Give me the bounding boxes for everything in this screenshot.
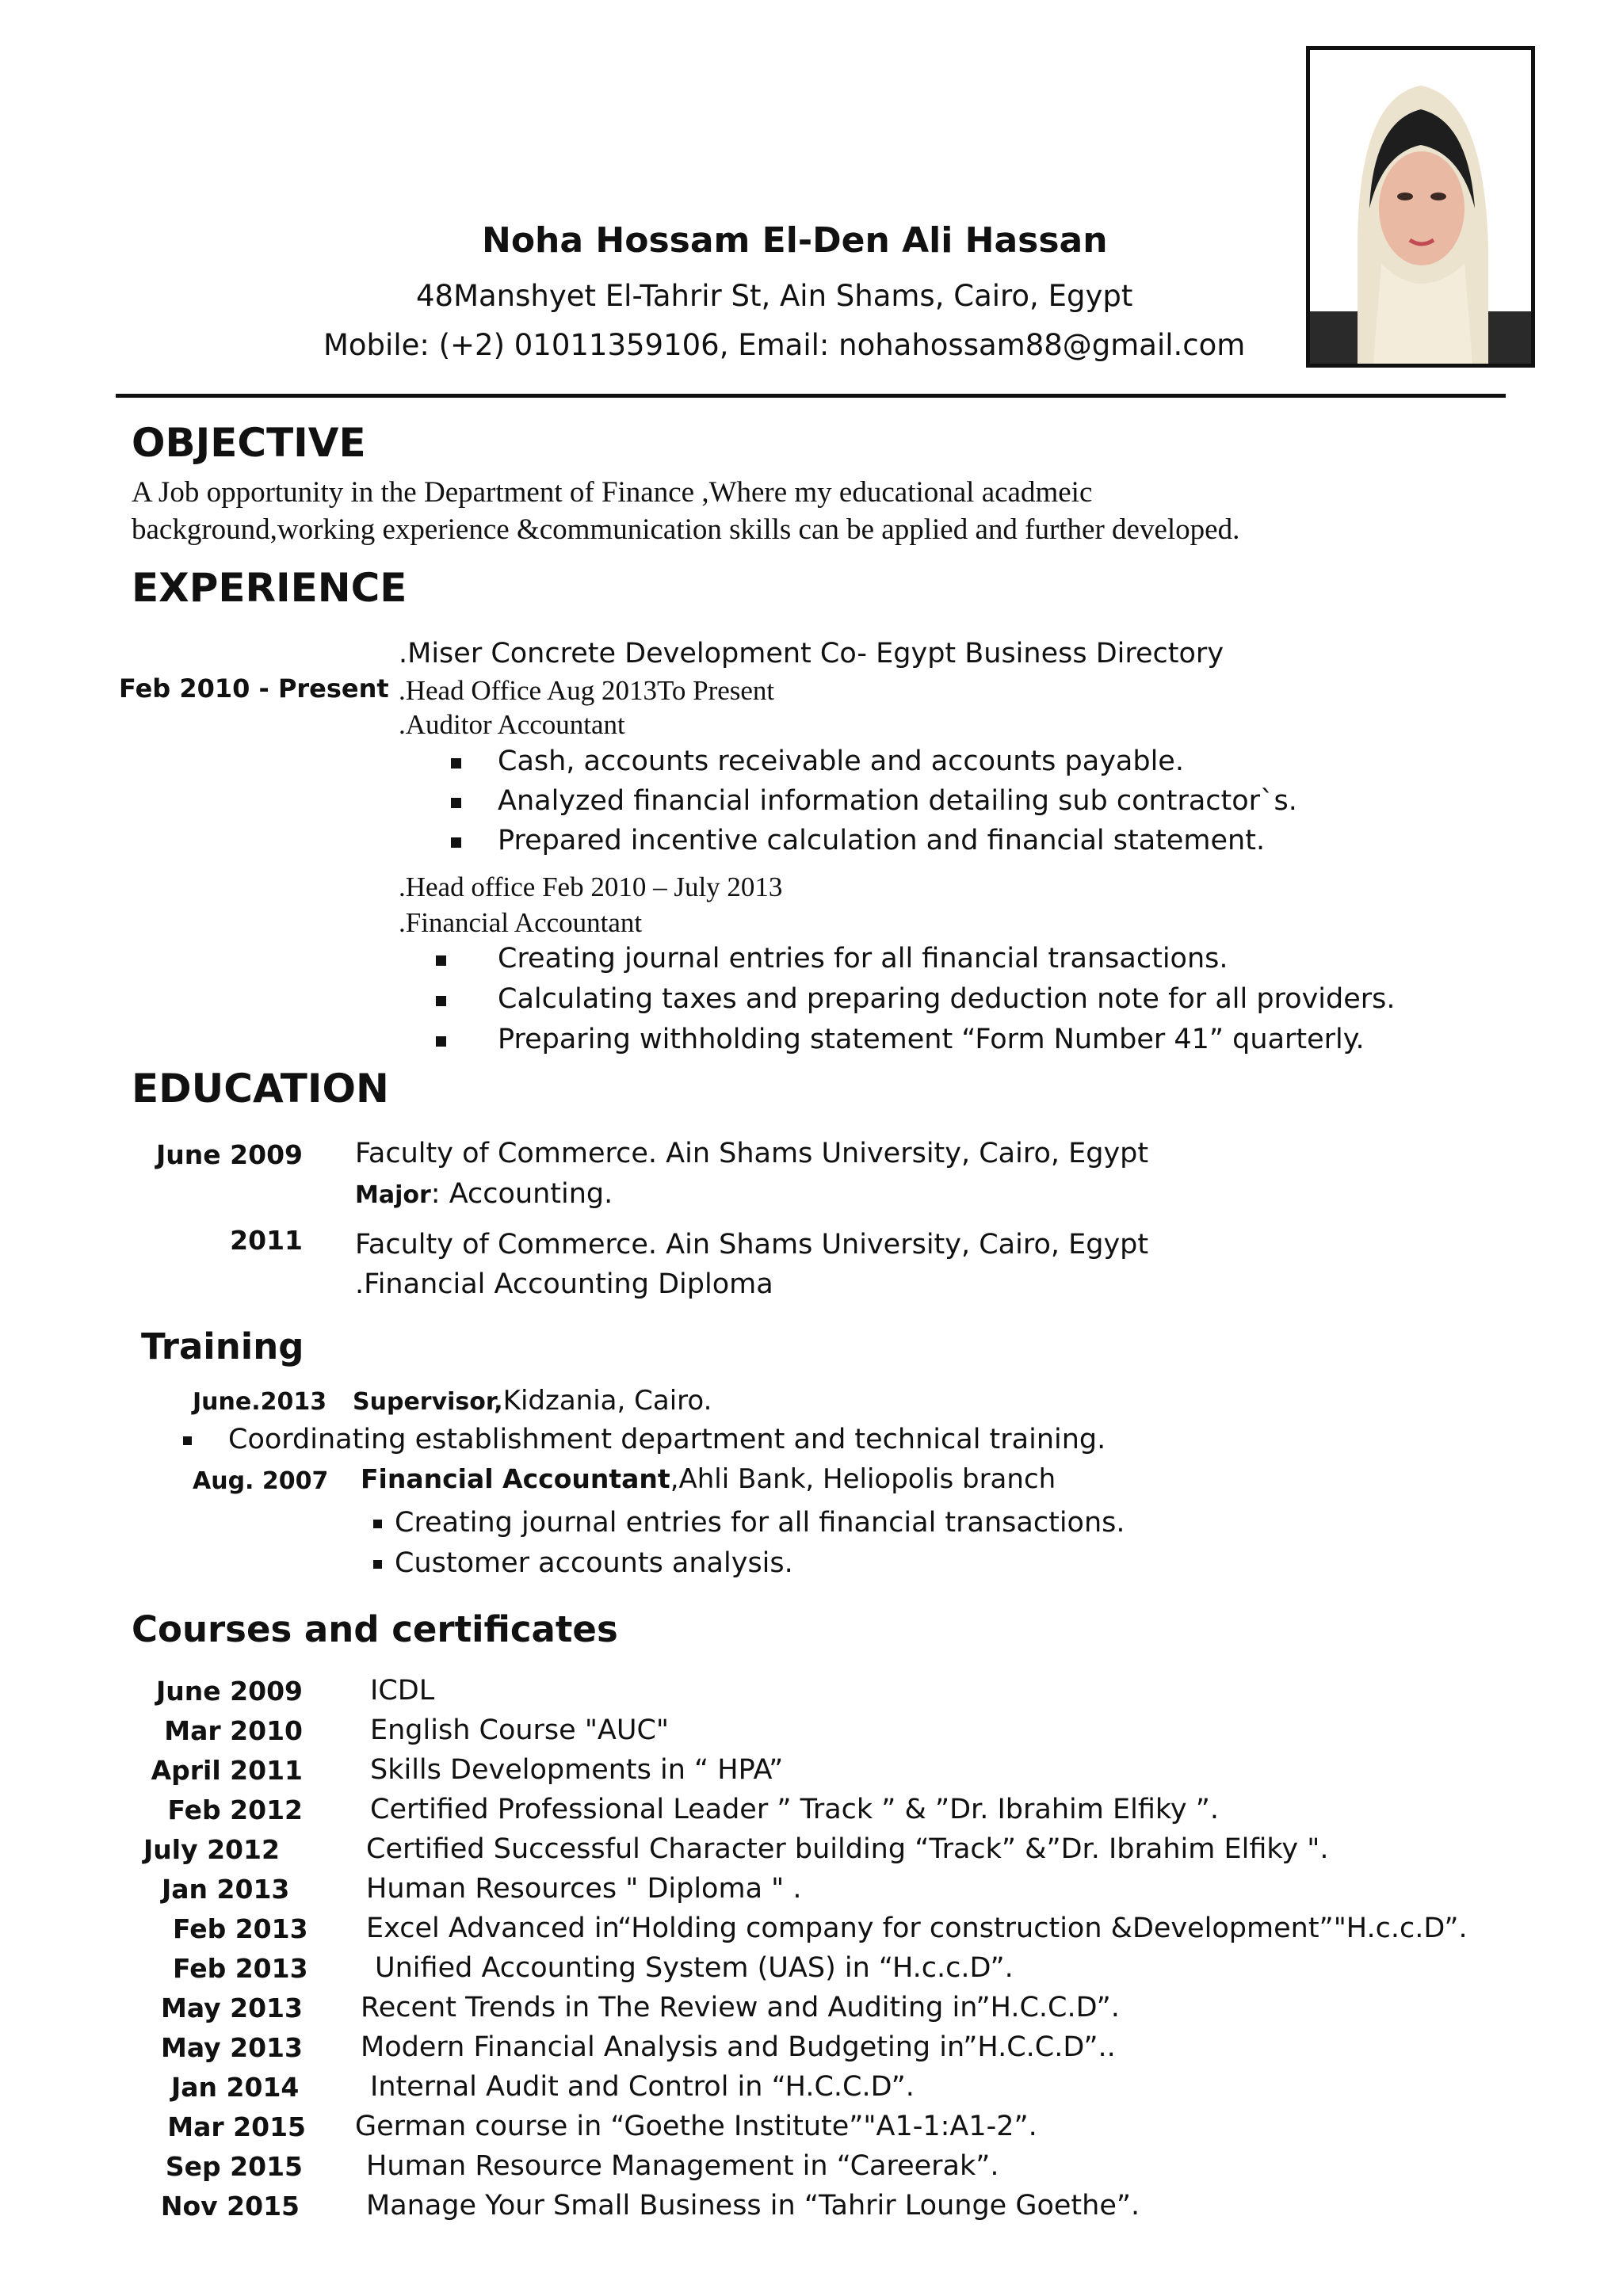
course-title: Skills Developments in “ HPA” [370,1754,784,1786]
course-date: Feb 2013 [173,1913,308,1944]
objective-line-2: background,working experience &communication skills can be applied and further developed. [132,513,1240,546]
bullet-icon [451,798,461,808]
candidate-name: Noha Hossam El-Den Ali Hassan [482,220,1108,261]
course-title: Human Resource Management in “Careerak”. [366,2150,999,2182]
profile-photo-image [1310,50,1531,364]
course-title: German course in “Goethe Institute”"A1-1:A1-2”. [355,2111,1037,2142]
course-title: Manage Your Small Business in “Tahrir Lounge Goethe”. [366,2190,1140,2222]
course-date: Feb 2013 [173,1953,308,1984]
major-value: : Accounting. [430,1178,613,1210]
role2-bullet-3: Preparing withholding statement “Form Number 41” quarterly. [498,1024,1365,1055]
header-divider [116,394,1506,398]
training-2-bullet-1: Creating journal entries for all financial transactions. [395,1507,1125,1539]
role2-title: .Financial Accountant [399,907,643,938]
education-1-line-1: Faculty of Commerce. Ain Shams University, Cairo, Egypt [355,1138,1149,1169]
training-date-1: June.2013 [193,1388,327,1416]
major-label: Major [355,1181,431,1209]
training-2-place: ,Ahli Bank, Heliopolis branch [670,1463,1056,1495]
bullet-icon [451,837,461,848]
training-1-place: Kidzania, Cairo. [502,1385,712,1417]
bullet-icon [436,1036,446,1047]
courses-heading: Courses and certificates [132,1608,618,1650]
address-line: 48Manshyet El-Tahrir St, Ain Shams, Cairo, Egypt [416,279,1133,313]
course-title: Internal Audit and Control in “H.C.C.D”. [370,2071,915,2103]
bullet-icon [436,955,446,966]
course-date: July 2012 [143,1834,280,1865]
objective-line-1: A Job opportunity in the Department of Finance ,Where my educational acadmeic [132,476,1093,509]
course-date: April 2011 [151,1755,303,1786]
course-title: Modern Financial Analysis and Budgeting in”H.C.C.D”.. [361,2031,1116,2063]
course-date: Jan 2014 [171,2072,300,2103]
course-title: Excel Advanced in“Holding company for construction &Development”"H.c.c.D”. [366,1913,1468,1944]
training-2-role: Financial Accountant [361,1463,670,1494]
education-2-line-2: .Financial Accounting Diploma [355,1268,773,1300]
training-1-bullet: Coordinating establishment department and technical training. [228,1424,1106,1455]
role2-office: .Head office Feb 2010 – July 2013 [399,871,783,902]
profile-photo [1306,46,1535,368]
bullet-icon [373,1520,382,1528]
role1-bullet-1: Cash, accounts receivable and accounts payable. [498,746,1184,777]
role1-office: .Head Office Aug 2013To Present [399,675,775,706]
education-date-2: 2011 [230,1225,303,1256]
course-title: Certified Successful Character building “Track” &”Dr. Ibrahim Elfiky ". [366,1833,1329,1865]
course-date: Sep 2015 [165,2151,303,2182]
course-date: Nov 2015 [160,2191,300,2222]
education-2-line-1: Faculty of Commerce. Ain Shams University, Cairo, Egypt [355,1229,1149,1261]
role1-title: .Auditor Accountant [399,709,625,740]
course-date: Jan 2013 [162,1874,290,1905]
experience-date: Feb 2010 - Present [119,673,389,704]
course-date: Feb 2012 [167,1794,303,1825]
objective-heading: OBJECTIVE [132,420,366,466]
course-date: May 2013 [161,2032,303,2063]
role1-bullet-3: Prepared incentive calculation and financial statement. [498,825,1266,856]
role1-bullet-2: Analyzed financial information detailing sub contractor`s. [498,785,1297,817]
training-date-2: Aug. 2007 [193,1467,329,1495]
course-title: Certified Professional Leader ” Track ” & ”Dr. Ibrahim Elfiky ”. [370,1794,1219,1825]
training-1-heading [353,1385,712,1417]
experience-company: .Miser Concrete Development Co- Egypt Business Directory [399,638,1224,669]
bullet-icon [373,1560,382,1569]
education-date-1: June 2009 [156,1139,303,1170]
course-title: Recent Trends in The Review and Auditing in”H.C.C.D”. [361,1992,1120,2023]
education-1-major [355,1178,613,1210]
bullet-icon [183,1436,192,1445]
bullet-icon [451,758,461,769]
role2-bullet-1: Creating journal entries for all financial transactions. [498,943,1228,974]
course-date: Mar 2010 [164,1715,303,1746]
training-heading: Training [141,1325,304,1367]
training-2-bullet-2: Customer accounts analysis. [395,1547,793,1579]
course-title: Human Resources " Diploma " . [366,1873,802,1905]
course-date: Mar 2015 [167,2111,306,2142]
education-heading: EDUCATION [132,1066,389,1112]
contact-line: Mobile: (+2) 01011359106, Email: nohahossam88@gmail.com [323,328,1246,362]
role2-bullet-2: Calculating taxes and preparing deduction note for all providers. [498,983,1396,1015]
course-title: English Course "AUC" [370,1714,670,1746]
course-date: May 2013 [161,1993,303,2023]
training-1-role: Supervisor, [353,1388,503,1416]
training-2-heading [361,1463,1056,1495]
course-date: June 2009 [156,1676,303,1707]
course-title: Unified Accounting System (UAS) in “H.c.c.D”. [375,1952,1014,1984]
course-title: ICDL [370,1675,435,1707]
bullet-icon [436,996,446,1006]
experience-heading: EXPERIENCE [132,565,407,611]
